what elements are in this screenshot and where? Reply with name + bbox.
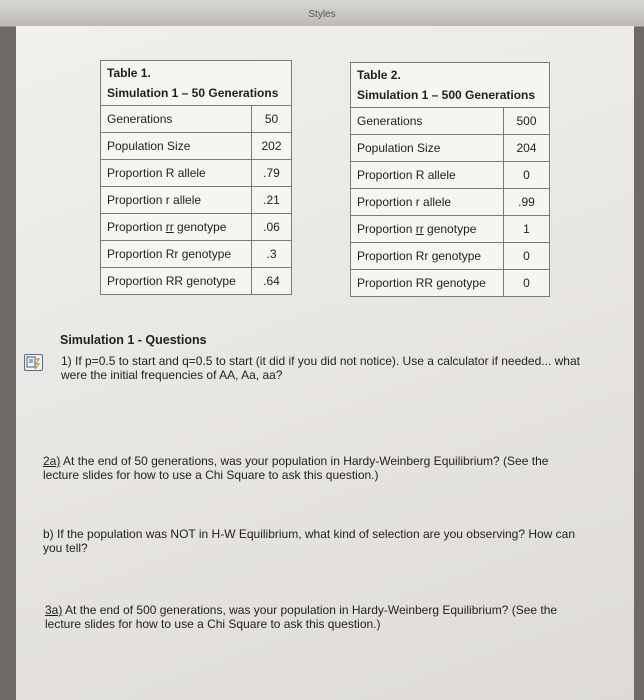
table-1-header (101, 61, 292, 106)
table-2-title: Table 2. (357, 68, 401, 82)
table-row (101, 106, 292, 133)
row-label: Proportion RR genotype (101, 268, 252, 295)
row-value: 500 (504, 108, 550, 135)
question-2b: b) If the population was NOT in H-W Equilibrium, what kind of selection are you observing? How can you tell? (43, 527, 576, 555)
table-row (101, 268, 292, 295)
row-label (101, 214, 252, 241)
app-toolbar (0, 0, 644, 27)
row-value: 204 (504, 135, 550, 162)
table-row (101, 133, 292, 160)
row-label: Proportion r allele (351, 189, 504, 216)
table-row (351, 135, 550, 162)
question-2a (43, 454, 583, 482)
row-label-pre: Proportion (357, 222, 416, 236)
row-value: .3 (252, 241, 292, 268)
row-value: 0 (504, 243, 550, 270)
row-value: 0 (504, 270, 550, 297)
table-2-header (351, 63, 550, 108)
row-label-post: genotype (173, 220, 227, 234)
row-value: .21 (252, 187, 292, 214)
question-3a-text: At the end of 500 generations, was your population in Hardy-Weinberg Equilibrium? (See the lecture slides for how to use a Chi Square to ask this question.) (45, 603, 558, 631)
row-label: Population Size (351, 135, 504, 162)
row-value: .99 (504, 189, 550, 216)
row-label: Proportion RR genotype (351, 270, 504, 297)
row-label: Generations (351, 108, 504, 135)
row-value: 202 (252, 133, 292, 160)
paste-options-icon[interactable] (24, 354, 43, 371)
row-label: Proportion Rr genotype (351, 243, 504, 270)
question-3a (45, 603, 585, 631)
row-label (351, 216, 504, 243)
table-2-subtitle: Simulation 1 – 500 Generations (357, 88, 536, 102)
row-value: .06 (252, 214, 292, 241)
question-2a-text: At the end of 50 generations, was your population in Hardy-Weinberg Equilibrium? (See the lecture slides for how to use a Chi Square to ask this question.) (43, 454, 549, 482)
row-value: .64 (252, 268, 292, 295)
table-row (101, 187, 292, 214)
question-2a-number: 2a) (43, 454, 61, 468)
row-label-post: genotype (423, 222, 477, 236)
row-label: Population Size (101, 133, 252, 160)
table-row (351, 270, 550, 297)
row-label-rr: rr (415, 222, 424, 236)
row-label: Proportion R allele (101, 160, 252, 187)
table-row (351, 243, 550, 270)
styles-pane-title[interactable]: Styles (308, 9, 336, 20)
table-row (351, 216, 550, 243)
row-label: Proportion r allele (101, 187, 252, 214)
row-label: Proportion Rr genotype (101, 241, 252, 268)
row-label: Proportion R allele (351, 162, 504, 189)
table-row (101, 160, 292, 187)
row-label-rr: rr (165, 220, 174, 234)
document-page (16, 26, 634, 700)
table-row (351, 162, 550, 189)
table-row (101, 214, 292, 241)
question-3a-number: 3a) (45, 603, 63, 617)
table-1-subtitle: Simulation 1 – 50 Generations (107, 86, 279, 100)
row-label: Generations (101, 106, 252, 133)
table-1 (100, 60, 292, 295)
table-2 (350, 62, 550, 297)
row-value: 0 (504, 162, 550, 189)
row-label-pre: Proportion (107, 220, 166, 234)
table-row (351, 108, 550, 135)
row-value: 1 (504, 216, 550, 243)
questions-heading: Simulation 1 - Questions (60, 333, 207, 347)
table-row (101, 241, 292, 268)
table-row (351, 189, 550, 216)
question-1: 1) If p=0.5 to start and q=0.5 to start (it did if you did not notice). Use a calculator if needed... what were the initial frequencies of AA, Aa, aa? (61, 354, 580, 382)
table-1-title: Table 1. (107, 66, 151, 80)
row-value: .79 (252, 160, 292, 187)
row-value: 50 (252, 106, 292, 133)
